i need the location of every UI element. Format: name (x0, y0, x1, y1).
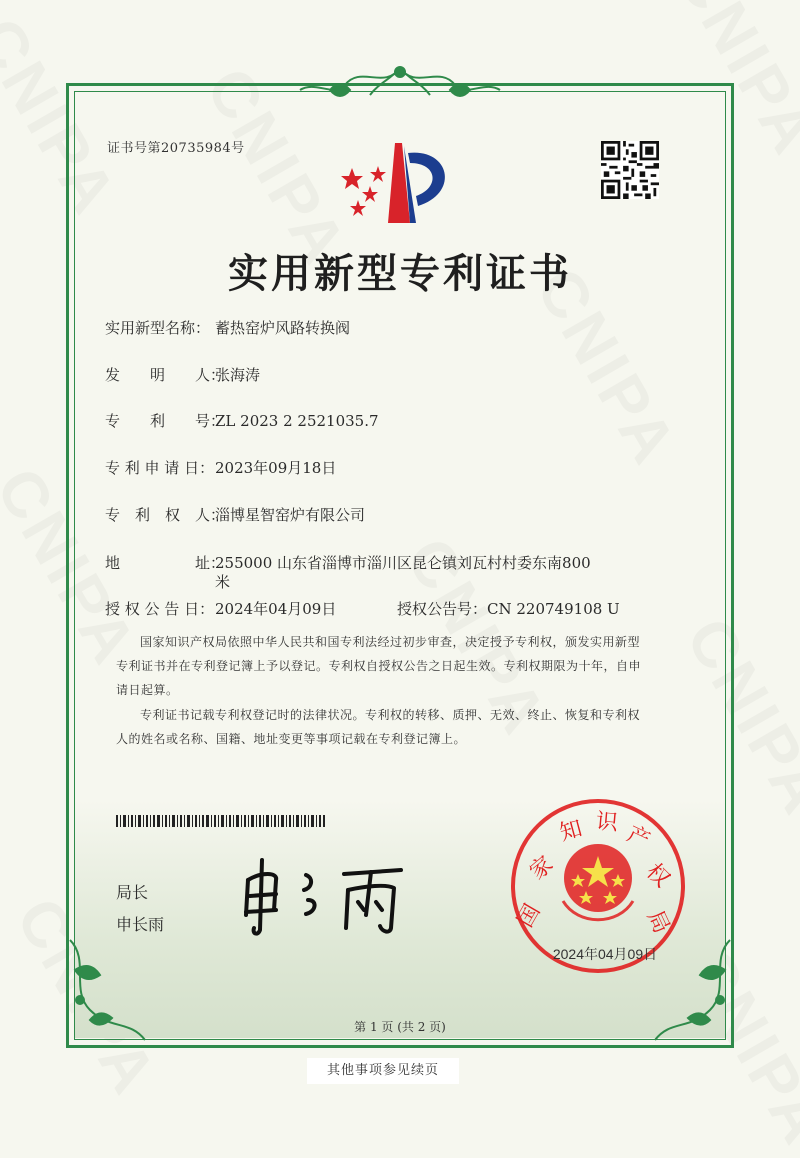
page-number: 第 1 页 (共 2 页) (354, 1020, 446, 1034)
field-label: 发 明 人： (105, 366, 226, 384)
field-value: 张海涛 (215, 366, 261, 384)
field-address-line2: 米 (215, 573, 231, 591)
signatory-name: 申长雨 (116, 917, 165, 934)
field-label: 授 权 公 告 日： (105, 600, 215, 618)
field-value: 淄博星智窑炉有限公司 (215, 506, 366, 524)
svg-text:国: 国 (512, 900, 546, 932)
paragraph-1 (116, 630, 696, 702)
field-label: 专 利 权 人： (105, 506, 226, 524)
field-value: 2024年04月09日 (215, 600, 337, 618)
field-label: 地 址： (105, 554, 226, 572)
field-patent-number (105, 410, 379, 431)
field-value: ZL 2023 2 2521035.7 (215, 412, 379, 430)
field-inventor (105, 364, 260, 385)
field-value: CN 220749108 U (487, 600, 620, 618)
top-ornament (290, 60, 510, 105)
svg-text:知: 知 (557, 816, 585, 847)
svg-text:权: 权 (641, 859, 675, 893)
paragraph-line: 人的姓名或名称、国籍、地址变更等事项记载在专利登记簿上。 (116, 732, 467, 746)
certificate-title: 实用新型专利证书 (228, 250, 572, 297)
field-label: 专 利 申 请 日： (105, 459, 215, 477)
continuation-note: 其他事项参见续页 (307, 1058, 459, 1084)
field-label: 实用新型名称： (105, 319, 211, 337)
field-value: 蓄热窑炉风路转换阀 (215, 319, 351, 337)
svg-text:局: 局 (641, 906, 674, 938)
seal-date: 2024年04月09日 (552, 946, 658, 962)
field-patentee (105, 504, 365, 525)
svg-text:家: 家 (525, 851, 559, 886)
paragraph-line: 国家知识产权局依照中华人民共和国专利法经过初步审查，决定授予专利权，颁发实用新型 (140, 635, 641, 649)
svg-text:产: 产 (623, 821, 654, 854)
paragraph-line: 专利证书记载专利权登记时的法律状况。专利权的转移、质押、无效、终止、恢复和专利权 (140, 708, 641, 722)
field-value: 255000 山东省淄博市淄川区昆仑镇刘瓦村村委东南800 (215, 554, 591, 572)
field-name (105, 317, 350, 338)
handwritten-signature (236, 850, 411, 940)
qr-code (601, 141, 659, 199)
field-filing-date (105, 457, 336, 478)
paragraph-2 (116, 703, 696, 751)
svg-text:识: 识 (594, 809, 620, 836)
certificate-number: 证书号第20735984号 (107, 141, 245, 156)
field-value: 2023年09月18日 (215, 459, 337, 477)
field-label: 授权公告号： (397, 600, 488, 618)
field-grant-number (397, 598, 620, 619)
field-address (105, 552, 591, 573)
field-label: 专 利 号： (105, 412, 226, 430)
cnipa-logo (340, 138, 460, 228)
paragraph-line: 专利证书并在专利登记簿上予以登记。专利权自授权公告之日起生效。专利权期限为十年，自申 (116, 659, 642, 673)
paragraph-line: 请日起算。 (116, 683, 179, 697)
signatory-role: 局长 (116, 885, 149, 902)
barcode (116, 815, 326, 827)
field-grant-date (105, 598, 336, 619)
